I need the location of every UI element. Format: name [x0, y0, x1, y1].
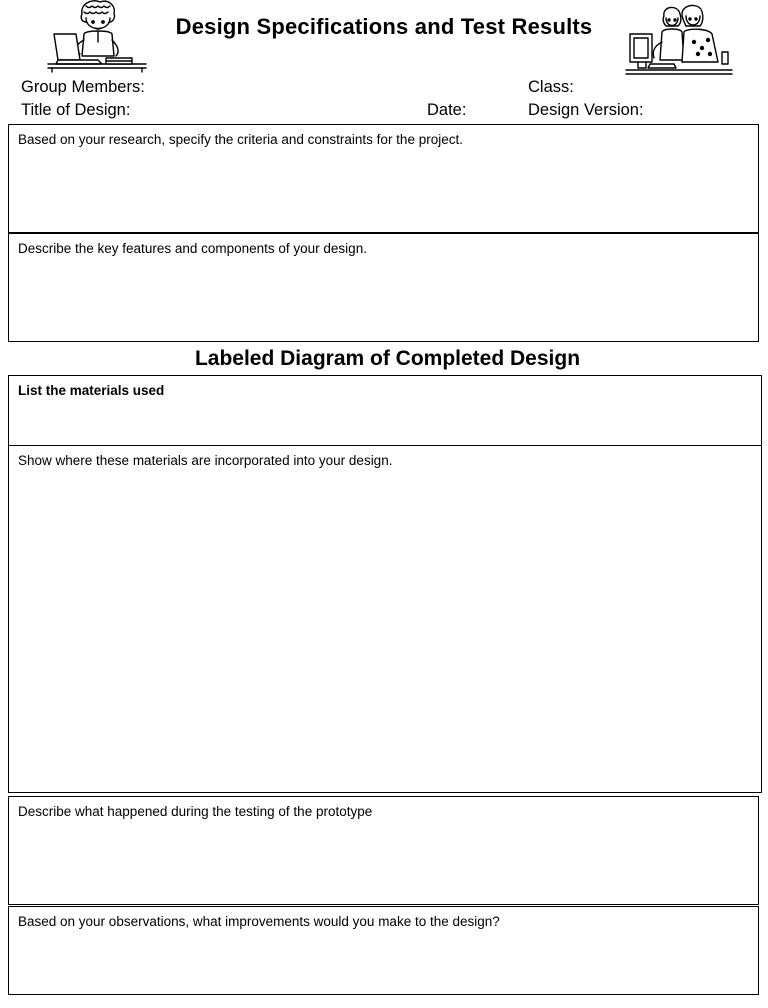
prototype-testing-prompt: Describe what happened during the testing of the prototype: [18, 804, 373, 819]
materials-list-box[interactable]: [9, 376, 761, 446]
design-version-label: Design Version:: [528, 101, 644, 119]
materials-list-prompt: List the materials used: [18, 383, 165, 398]
date-label: Date:: [427, 101, 467, 119]
group-members-label: Group Members:: [21, 78, 145, 96]
diagram-frame: [8, 375, 762, 793]
criteria-constraints-box[interactable]: [8, 124, 759, 233]
improvements-prompt: Based on your observations, what improvements would you make to the design?: [18, 914, 500, 929]
key-features-box[interactable]: [8, 233, 759, 342]
page-title: Design Specifications and Test Results: [175, 14, 593, 39]
class-label: Class:: [528, 78, 574, 96]
materials-placement-prompt: Show where these materials are incorporated into your design.: [18, 453, 393, 468]
criteria-constraints-prompt: Based on your research, specify the criteria and constraints for the project.: [18, 132, 463, 147]
improvements-box[interactable]: [8, 906, 759, 995]
title-of-design-label: Title of Design:: [21, 101, 131, 119]
prototype-testing-box[interactable]: [8, 796, 759, 905]
key-features-prompt: Describe the key features and components of your design.: [18, 241, 367, 256]
diagram-heading: Labeled Diagram of Completed Design: [194, 347, 581, 370]
